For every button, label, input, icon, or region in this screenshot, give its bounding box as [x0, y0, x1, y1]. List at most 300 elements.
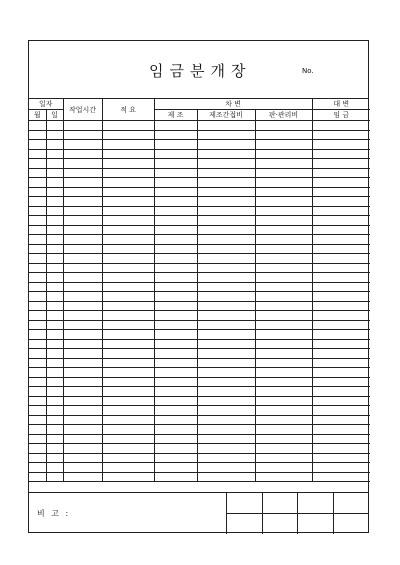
table-cell[interactable] — [312, 425, 370, 435]
table-cell[interactable] — [154, 387, 197, 397]
table-cell[interactable] — [255, 140, 312, 150]
table-cell[interactable] — [102, 330, 154, 340]
table-cell[interactable] — [102, 149, 154, 159]
table-cell[interactable] — [29, 263, 46, 273]
table-cell[interactable] — [29, 387, 46, 397]
table-cell[interactable] — [197, 396, 255, 406]
table-cell[interactable] — [46, 187, 63, 197]
table-cell[interactable] — [63, 254, 102, 264]
table-cell[interactable] — [63, 330, 102, 340]
table-cell[interactable] — [255, 406, 312, 416]
table-cell[interactable] — [312, 330, 370, 340]
table-cell[interactable] — [63, 187, 102, 197]
table-cell[interactable] — [29, 225, 46, 235]
table-cell[interactable] — [154, 159, 197, 169]
table-cell[interactable] — [197, 311, 255, 321]
approval-cell[interactable] — [227, 514, 263, 535]
table-cell[interactable] — [197, 349, 255, 359]
table-cell[interactable] — [46, 225, 63, 235]
table-cell[interactable] — [29, 292, 46, 302]
table-cell[interactable] — [197, 235, 255, 245]
table-cell[interactable] — [102, 168, 154, 178]
table-cell[interactable] — [154, 225, 197, 235]
table-cell[interactable] — [154, 197, 197, 207]
table-cell[interactable] — [312, 235, 370, 245]
table-cell[interactable] — [255, 444, 312, 454]
table-cell[interactable] — [154, 444, 197, 454]
table-cell[interactable] — [63, 387, 102, 397]
table-cell[interactable] — [197, 140, 255, 150]
table-cell[interactable] — [255, 168, 312, 178]
table-cell[interactable] — [255, 244, 312, 254]
table-cell[interactable] — [312, 349, 370, 359]
table-cell[interactable] — [29, 149, 46, 159]
table-cell[interactable] — [29, 444, 46, 454]
table-cell[interactable] — [255, 121, 312, 131]
table-cell[interactable] — [46, 282, 63, 292]
table-cell[interactable] — [102, 425, 154, 435]
table-cell[interactable] — [102, 292, 154, 302]
table-cell[interactable] — [63, 282, 102, 292]
table-cell[interactable] — [102, 244, 154, 254]
table-cell[interactable] — [63, 292, 102, 302]
table-cell[interactable] — [102, 463, 154, 473]
table-cell[interactable] — [102, 235, 154, 245]
table-cell[interactable] — [255, 434, 312, 444]
table-cell[interactable] — [312, 463, 370, 473]
table-cell[interactable] — [29, 254, 46, 264]
table-cell[interactable] — [46, 339, 63, 349]
table-cell[interactable] — [63, 235, 102, 245]
table-cell[interactable] — [197, 339, 255, 349]
table-cell[interactable] — [312, 444, 370, 454]
table-cell[interactable] — [29, 320, 46, 330]
table-cell[interactable] — [154, 187, 197, 197]
table-cell[interactable] — [29, 159, 46, 169]
table-cell[interactable] — [102, 254, 154, 264]
table-cell[interactable] — [154, 149, 197, 159]
table-cell[interactable] — [255, 425, 312, 435]
table-cell[interactable] — [46, 263, 63, 273]
table-cell[interactable] — [312, 453, 370, 463]
table-cell[interactable] — [102, 387, 154, 397]
approval-cell[interactable] — [333, 493, 369, 514]
table-cell[interactable] — [29, 358, 46, 368]
table-cell[interactable] — [197, 463, 255, 473]
table-cell[interactable] — [46, 130, 63, 140]
table-cell[interactable] — [102, 311, 154, 321]
table-cell[interactable] — [154, 140, 197, 150]
table-cell[interactable] — [46, 415, 63, 425]
table-cell[interactable] — [102, 444, 154, 454]
table-cell[interactable] — [29, 282, 46, 292]
table-cell[interactable] — [63, 368, 102, 378]
table-cell[interactable] — [255, 254, 312, 264]
table-cell[interactable] — [102, 187, 154, 197]
table-cell[interactable] — [102, 358, 154, 368]
table-cell[interactable] — [63, 311, 102, 321]
table-cell[interactable] — [29, 206, 46, 216]
table-cell[interactable] — [197, 368, 255, 378]
table-cell[interactable] — [312, 434, 370, 444]
table-cell[interactable] — [154, 263, 197, 273]
table-cell[interactable] — [154, 320, 197, 330]
table-cell[interactable] — [312, 149, 370, 159]
table-cell[interactable] — [312, 320, 370, 330]
table-cell[interactable] — [102, 349, 154, 359]
table-cell[interactable] — [197, 415, 255, 425]
table-cell[interactable] — [102, 225, 154, 235]
table-cell[interactable] — [29, 425, 46, 435]
table-cell[interactable] — [46, 472, 63, 482]
table-cell[interactable] — [63, 121, 102, 131]
table-cell[interactable] — [154, 358, 197, 368]
table-cell[interactable] — [197, 434, 255, 444]
table-cell[interactable] — [312, 225, 370, 235]
table-cell[interactable] — [102, 216, 154, 226]
table-cell[interactable] — [102, 140, 154, 150]
table-cell[interactable] — [154, 168, 197, 178]
table-cell[interactable] — [197, 273, 255, 283]
table-cell[interactable] — [46, 292, 63, 302]
table-cell[interactable] — [154, 254, 197, 264]
table-cell[interactable] — [63, 453, 102, 463]
table-cell[interactable] — [197, 216, 255, 226]
table-cell[interactable] — [197, 282, 255, 292]
table-cell[interactable] — [63, 349, 102, 359]
table-cell[interactable] — [29, 140, 46, 150]
table-cell[interactable] — [255, 453, 312, 463]
table-cell[interactable] — [46, 444, 63, 454]
table-cell[interactable] — [255, 368, 312, 378]
table-cell[interactable] — [255, 282, 312, 292]
table-cell[interactable] — [63, 463, 102, 473]
table-cell[interactable] — [63, 444, 102, 454]
table-cell[interactable] — [312, 206, 370, 216]
table-cell[interactable] — [312, 130, 370, 140]
table-cell[interactable] — [46, 358, 63, 368]
table-cell[interactable] — [255, 330, 312, 340]
table-cell[interactable] — [154, 273, 197, 283]
table-cell[interactable] — [63, 396, 102, 406]
table-cell[interactable] — [255, 339, 312, 349]
table-cell[interactable] — [255, 377, 312, 387]
table-cell[interactable] — [29, 235, 46, 245]
table-cell[interactable] — [46, 235, 63, 245]
table-cell[interactable] — [197, 301, 255, 311]
table-cell[interactable] — [63, 320, 102, 330]
table-cell[interactable] — [29, 168, 46, 178]
approval-cell[interactable] — [333, 514, 369, 535]
table-cell[interactable] — [29, 453, 46, 463]
table-cell[interactable] — [46, 216, 63, 226]
table-cell[interactable] — [29, 339, 46, 349]
table-cell[interactable] — [46, 396, 63, 406]
table-cell[interactable] — [102, 377, 154, 387]
table-cell[interactable] — [63, 263, 102, 273]
table-cell[interactable] — [46, 434, 63, 444]
table-cell[interactable] — [255, 178, 312, 188]
table-cell[interactable] — [46, 168, 63, 178]
table-cell[interactable] — [46, 121, 63, 131]
table-cell[interactable] — [46, 425, 63, 435]
table-cell[interactable] — [102, 320, 154, 330]
table-cell[interactable] — [312, 244, 370, 254]
table-cell[interactable] — [255, 159, 312, 169]
table-cell[interactable] — [312, 197, 370, 207]
table-cell[interactable] — [46, 244, 63, 254]
table-cell[interactable] — [46, 453, 63, 463]
table-cell[interactable] — [46, 197, 63, 207]
table-cell[interactable] — [197, 263, 255, 273]
table-cell[interactable] — [29, 301, 46, 311]
table-cell[interactable] — [312, 263, 370, 273]
table-cell[interactable] — [312, 168, 370, 178]
table-cell[interactable] — [312, 187, 370, 197]
table-cell[interactable] — [255, 415, 312, 425]
table-cell[interactable] — [312, 339, 370, 349]
table-cell[interactable] — [197, 244, 255, 254]
table-cell[interactable] — [197, 292, 255, 302]
table-cell[interactable] — [102, 434, 154, 444]
table-cell[interactable] — [255, 149, 312, 159]
table-cell[interactable] — [312, 472, 370, 482]
table-cell[interactable] — [154, 244, 197, 254]
table-cell[interactable] — [154, 235, 197, 245]
table-cell[interactable] — [29, 121, 46, 131]
table-cell[interactable] — [197, 406, 255, 416]
table-cell[interactable] — [255, 292, 312, 302]
table-cell[interactable] — [102, 273, 154, 283]
table-cell[interactable] — [312, 178, 370, 188]
table-cell[interactable] — [46, 368, 63, 378]
table-cell[interactable] — [63, 358, 102, 368]
table-cell[interactable] — [154, 396, 197, 406]
table-cell[interactable] — [102, 301, 154, 311]
table-cell[interactable] — [312, 273, 370, 283]
table-cell[interactable] — [154, 406, 197, 416]
table-cell[interactable] — [312, 358, 370, 368]
table-cell[interactable] — [255, 197, 312, 207]
table-cell[interactable] — [102, 130, 154, 140]
table-cell[interactable] — [255, 463, 312, 473]
table-cell[interactable] — [197, 187, 255, 197]
table-cell[interactable] — [102, 206, 154, 216]
table-cell[interactable] — [255, 301, 312, 311]
table-cell[interactable] — [197, 168, 255, 178]
table-cell[interactable] — [154, 377, 197, 387]
table-cell[interactable] — [197, 130, 255, 140]
table-cell[interactable] — [154, 206, 197, 216]
table-cell[interactable] — [255, 263, 312, 273]
table-cell[interactable] — [197, 225, 255, 235]
table-cell[interactable] — [312, 368, 370, 378]
table-cell[interactable] — [255, 358, 312, 368]
table-cell[interactable] — [63, 216, 102, 226]
table-cell[interactable] — [197, 472, 255, 482]
table-cell[interactable] — [312, 406, 370, 416]
table-cell[interactable] — [63, 415, 102, 425]
table-cell[interactable] — [102, 339, 154, 349]
table-cell[interactable] — [312, 282, 370, 292]
table-cell[interactable] — [154, 330, 197, 340]
table-cell[interactable] — [29, 463, 46, 473]
table-cell[interactable] — [197, 320, 255, 330]
table-cell[interactable] — [102, 406, 154, 416]
table-cell[interactable] — [46, 349, 63, 359]
table-cell[interactable] — [154, 463, 197, 473]
table-cell[interactable] — [29, 349, 46, 359]
table-cell[interactable] — [154, 434, 197, 444]
table-cell[interactable] — [29, 368, 46, 378]
approval-cell[interactable] — [227, 493, 263, 514]
table-cell[interactable] — [255, 396, 312, 406]
approval-cell[interactable] — [262, 493, 298, 514]
table-cell[interactable] — [46, 320, 63, 330]
table-cell[interactable] — [312, 301, 370, 311]
table-cell[interactable] — [29, 273, 46, 283]
table-cell[interactable] — [29, 472, 46, 482]
table-cell[interactable] — [29, 415, 46, 425]
table-cell[interactable] — [46, 377, 63, 387]
table-cell[interactable] — [154, 472, 197, 482]
table-cell[interactable] — [312, 159, 370, 169]
table-cell[interactable] — [29, 330, 46, 340]
table-cell[interactable] — [197, 358, 255, 368]
table-cell[interactable] — [102, 415, 154, 425]
table-cell[interactable] — [63, 244, 102, 254]
table-cell[interactable] — [312, 216, 370, 226]
table-cell[interactable] — [197, 425, 255, 435]
table-cell[interactable] — [154, 121, 197, 131]
table-cell[interactable] — [255, 273, 312, 283]
table-cell[interactable] — [46, 140, 63, 150]
table-cell[interactable] — [154, 453, 197, 463]
table-cell[interactable] — [46, 178, 63, 188]
table-cell[interactable] — [154, 178, 197, 188]
table-cell[interactable] — [63, 472, 102, 482]
table-cell[interactable] — [102, 159, 154, 169]
table-cell[interactable] — [46, 273, 63, 283]
table-cell[interactable] — [154, 130, 197, 140]
table-cell[interactable] — [255, 349, 312, 359]
table-cell[interactable] — [312, 387, 370, 397]
table-cell[interactable] — [102, 282, 154, 292]
table-cell[interactable] — [255, 216, 312, 226]
table-cell[interactable] — [312, 254, 370, 264]
table-cell[interactable] — [46, 330, 63, 340]
table-cell[interactable] — [312, 415, 370, 425]
table-cell[interactable] — [46, 149, 63, 159]
approval-cell[interactable] — [298, 493, 334, 514]
approval-cell[interactable] — [298, 514, 334, 535]
table-cell[interactable] — [197, 159, 255, 169]
table-cell[interactable] — [255, 472, 312, 482]
table-cell[interactable] — [154, 292, 197, 302]
table-cell[interactable] — [197, 178, 255, 188]
table-cell[interactable] — [197, 149, 255, 159]
table-cell[interactable] — [63, 206, 102, 216]
table-cell[interactable] — [63, 140, 102, 150]
table-cell[interactable] — [63, 149, 102, 159]
table-cell[interactable] — [63, 225, 102, 235]
table-cell[interactable] — [29, 187, 46, 197]
table-cell[interactable] — [29, 311, 46, 321]
table-cell[interactable] — [102, 453, 154, 463]
table-cell[interactable] — [46, 406, 63, 416]
table-cell[interactable] — [197, 453, 255, 463]
table-cell[interactable] — [154, 425, 197, 435]
table-cell[interactable] — [46, 159, 63, 169]
table-cell[interactable] — [63, 273, 102, 283]
table-cell[interactable] — [255, 130, 312, 140]
table-cell[interactable] — [312, 377, 370, 387]
table-cell[interactable] — [46, 463, 63, 473]
table-cell[interactable] — [29, 434, 46, 444]
table-cell[interactable] — [63, 434, 102, 444]
table-cell[interactable] — [63, 168, 102, 178]
table-cell[interactable] — [154, 368, 197, 378]
table-cell[interactable] — [197, 387, 255, 397]
table-cell[interactable] — [154, 339, 197, 349]
table-cell[interactable] — [63, 178, 102, 188]
table-cell[interactable] — [102, 197, 154, 207]
table-cell[interactable] — [312, 311, 370, 321]
table-cell[interactable] — [46, 206, 63, 216]
table-cell[interactable] — [312, 396, 370, 406]
table-cell[interactable] — [29, 216, 46, 226]
table-cell[interactable] — [197, 254, 255, 264]
table-cell[interactable] — [63, 339, 102, 349]
table-cell[interactable] — [255, 235, 312, 245]
table-cell[interactable] — [154, 282, 197, 292]
table-cell[interactable] — [63, 425, 102, 435]
table-cell[interactable] — [312, 292, 370, 302]
table-cell[interactable] — [255, 387, 312, 397]
table-cell[interactable] — [255, 187, 312, 197]
table-cell[interactable] — [29, 377, 46, 387]
table-cell[interactable] — [255, 225, 312, 235]
table-cell[interactable] — [255, 320, 312, 330]
table-cell[interactable] — [29, 130, 46, 140]
table-cell[interactable] — [46, 301, 63, 311]
table-cell[interactable] — [312, 121, 370, 131]
table-cell[interactable] — [29, 197, 46, 207]
table-cell[interactable] — [255, 206, 312, 216]
table-cell[interactable] — [197, 121, 255, 131]
table-cell[interactable] — [29, 396, 46, 406]
table-cell[interactable] — [154, 349, 197, 359]
table-cell[interactable] — [29, 406, 46, 416]
table-cell[interactable] — [154, 311, 197, 321]
table-cell[interactable] — [154, 301, 197, 311]
table-cell[interactable] — [102, 263, 154, 273]
table-cell[interactable] — [46, 254, 63, 264]
approval-cell[interactable] — [262, 514, 298, 535]
table-cell[interactable] — [255, 311, 312, 321]
table-cell[interactable] — [154, 415, 197, 425]
table-cell[interactable] — [102, 121, 154, 131]
table-cell[interactable] — [197, 330, 255, 340]
table-cell[interactable] — [63, 406, 102, 416]
table-cell[interactable] — [102, 368, 154, 378]
table-cell[interactable] — [197, 444, 255, 454]
table-cell[interactable] — [29, 178, 46, 188]
table-cell[interactable] — [197, 197, 255, 207]
table-cell[interactable] — [63, 130, 102, 140]
table-cell[interactable] — [46, 387, 63, 397]
table-cell[interactable] — [63, 159, 102, 169]
